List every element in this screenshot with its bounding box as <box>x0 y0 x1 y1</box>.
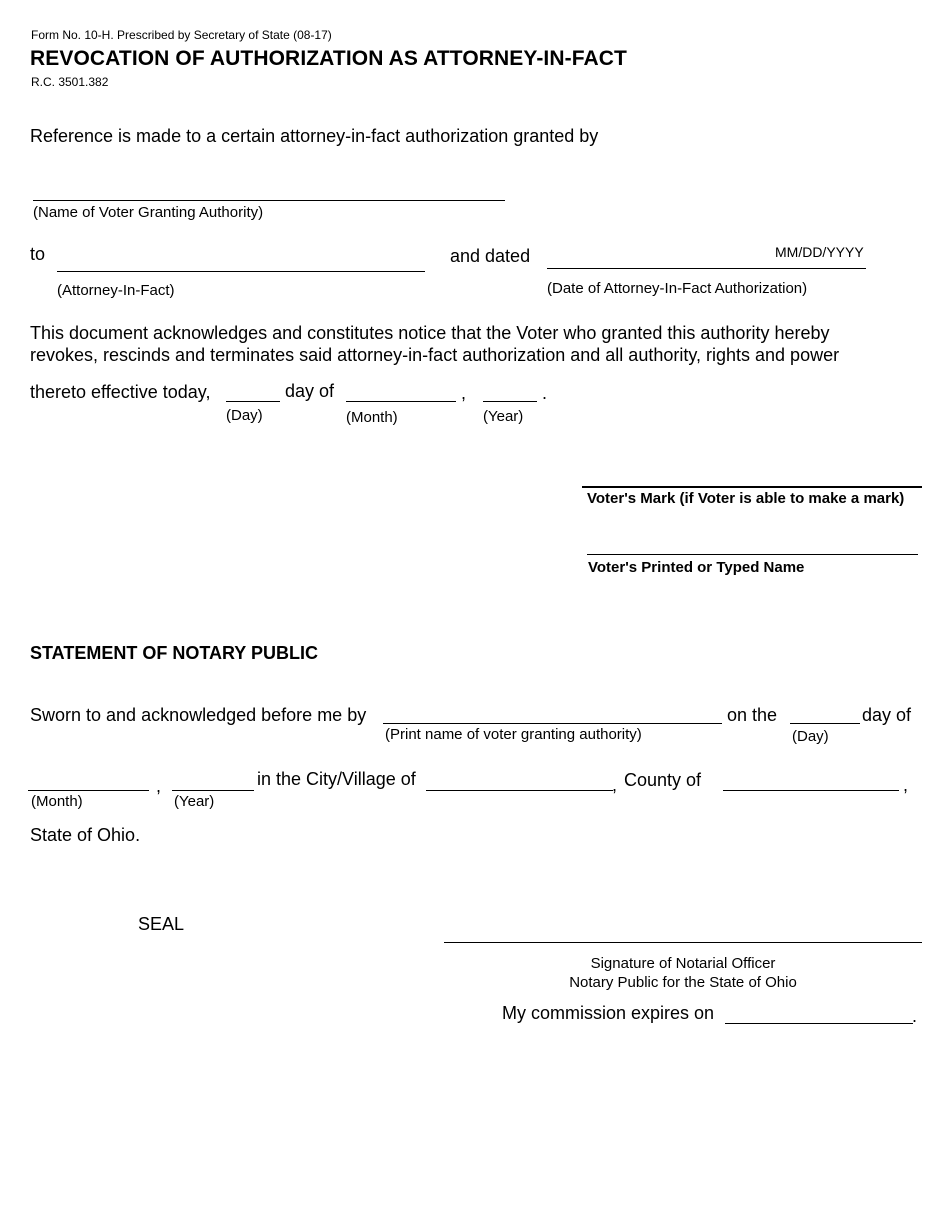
city-village-underline <box>426 790 613 791</box>
notary-signature-field[interactable] <box>444 919 920 941</box>
county-label: County of <box>624 770 702 790</box>
page-title: REVOCATION OF AUTHORIZATION AS ATTORNEY-IN-FACT <box>30 47 627 70</box>
commission-expiry-field[interactable] <box>725 1001 911 1023</box>
city-village-label: in the City/Village of <box>257 769 416 789</box>
notary-year-field[interactable] <box>172 768 252 790</box>
notary-month-field[interactable] <box>28 768 147 790</box>
period: . <box>542 383 548 403</box>
voter-name-field[interactable] <box>33 177 503 199</box>
notary-comma-1: , <box>156 776 162 796</box>
effective-day-field[interactable] <box>226 379 278 401</box>
notary-day-caption: (Day) <box>792 728 829 745</box>
notary-day-field[interactable] <box>790 701 858 723</box>
notary-signature-caption-2: Notary Public for the State of Ohio <box>569 974 797 991</box>
notary-month-caption: (Month) <box>31 793 83 810</box>
commission-label: My commission expires on <box>502 1003 715 1023</box>
attorney-in-fact-underline <box>57 271 425 272</box>
acknowledgement-line-1: This document acknowledges and constitutes notice that the Voter who granted this authority hereby <box>30 323 830 343</box>
voter-printed-name-caption: Voter's Printed or Typed Name <box>588 559 805 576</box>
effective-day-underline <box>226 401 280 402</box>
reference-intro: Reference is made to a certain attorney-in-fact authorization granted by <box>30 126 599 146</box>
seal-label: SEAL <box>138 914 185 934</box>
notary-day-of-label: day of <box>862 705 912 725</box>
notary-day-underline <box>790 723 860 724</box>
voter-mark-underline <box>582 486 922 488</box>
effective-month-caption: (Month) <box>346 409 398 426</box>
notary-voter-name-field[interactable] <box>383 701 720 723</box>
county-field[interactable] <box>723 768 897 790</box>
effective-day-caption: (Day) <box>226 407 263 424</box>
acknowledgement-line-3: thereto effective today, <box>30 382 211 402</box>
effective-year-underline <box>483 401 537 402</box>
state-of-ohio: State of Ohio. <box>30 825 141 845</box>
date-placeholder: MM/DD/YYYY <box>775 244 864 260</box>
voter-name-caption: (Name of Voter Granting Authority) <box>33 204 264 221</box>
day-of-label: day of <box>285 381 335 401</box>
sworn-label: Sworn to and acknowledged before me by <box>30 705 367 725</box>
acknowledgement-line-2: revokes, rescinds and terminates said attorney-in-fact authorization and all authority, rights and power <box>30 345 840 365</box>
to-label: to <box>30 244 46 264</box>
effective-month-field[interactable] <box>346 379 454 401</box>
voter-mark-caption: Voter's Mark (if Voter is able to make a mark) <box>587 490 905 507</box>
and-dated-label: and dated <box>450 246 531 266</box>
notary-voter-name-caption: (Print name of voter granting authority) <box>385 726 642 743</box>
authorization-date-caption: (Date of Attorney-In-Fact Authorization) <box>547 280 808 297</box>
notary-heading: STATEMENT OF NOTARY PUBLIC <box>30 643 318 663</box>
effective-month-underline <box>346 401 456 402</box>
voter-printed-name-field[interactable] <box>587 531 915 553</box>
form-number: Form No. 10-H. Prescribed by Secretary of State (08-17) <box>31 28 332 42</box>
on-the-label: on the <box>727 705 778 725</box>
attorney-in-fact-field[interactable] <box>57 248 423 270</box>
county-underline <box>723 790 899 791</box>
notary-voter-name-underline <box>383 723 722 724</box>
revised-code: R.C. 3501.382 <box>31 75 109 89</box>
effective-year-field[interactable] <box>483 379 535 401</box>
notary-month-underline <box>28 790 149 791</box>
notary-signature-caption-1: Signature of Notarial Officer <box>590 955 776 972</box>
notary-signature-underline <box>444 942 922 943</box>
voter-mark-field[interactable] <box>583 463 920 485</box>
notary-comma-2: , <box>612 775 618 795</box>
attorney-in-fact-caption: (Attorney-In-Fact) <box>57 282 175 299</box>
commission-period: . <box>912 1006 918 1026</box>
city-village-field[interactable] <box>426 768 611 790</box>
comma: , <box>461 383 467 403</box>
notary-year-underline <box>172 790 254 791</box>
authorization-date-underline <box>547 268 866 269</box>
notary-year-caption: (Year) <box>174 793 215 810</box>
commission-expiry-underline <box>725 1023 913 1024</box>
notary-comma-3: , <box>903 775 909 795</box>
voter-name-underline <box>33 200 505 201</box>
effective-year-caption: (Year) <box>483 408 524 425</box>
voter-printed-name-underline <box>587 554 918 555</box>
authorization-date-field[interactable] <box>547 245 865 267</box>
